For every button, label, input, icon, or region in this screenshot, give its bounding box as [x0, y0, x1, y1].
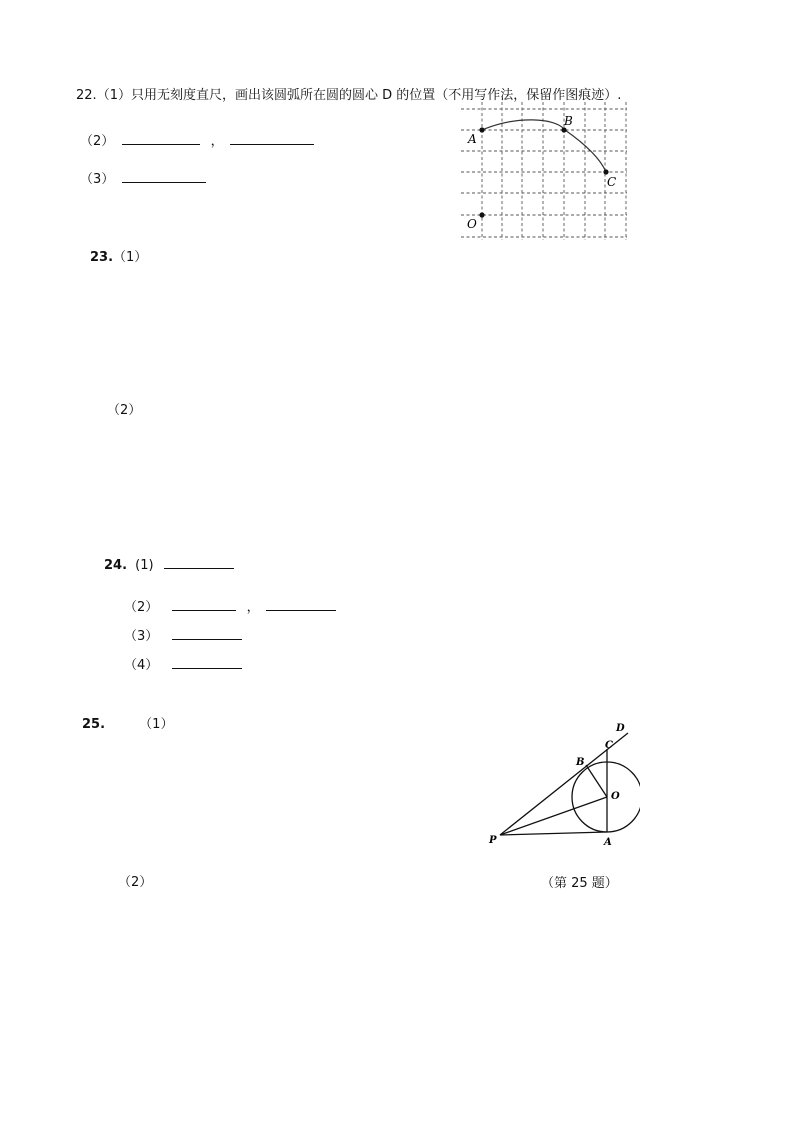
q25-label-b: B	[576, 757, 585, 768]
q22-part2-separator: ，	[210, 134, 224, 149]
q22-part1-label: （1）	[96, 88, 131, 103]
q25-number: 25.	[82, 717, 106, 732]
q22-number: 22.	[76, 88, 97, 103]
q22-part2-answer-blank-1[interactable]	[122, 131, 200, 145]
q23-part1	[90, 246, 147, 265]
q23-part1-label: （1）	[113, 250, 148, 265]
q24-part2-label: （2）	[124, 600, 159, 615]
q24-part4	[124, 654, 242, 673]
q22-label-c: C	[607, 175, 617, 189]
q25-figure-caption: （第 25 题）	[541, 876, 618, 891]
q24-part3-label: （3）	[124, 629, 159, 644]
q22-point-c	[603, 169, 608, 174]
q22-label-o: O	[467, 217, 477, 231]
q24-part3	[124, 625, 242, 644]
q22-arc	[482, 120, 606, 172]
q25-label-a: A	[604, 837, 612, 848]
q25-part2-label: （2）	[118, 875, 153, 890]
q25-line-pa	[500, 832, 607, 835]
q25-tangent-figure	[480, 715, 640, 855]
q22-grid-lines	[461, 102, 627, 240]
q24-number: 24.	[104, 558, 128, 573]
q22-point-a	[479, 127, 484, 132]
q24-part2-answer-blank-1[interactable]	[172, 597, 236, 611]
q24-part4-answer-blank[interactable]	[172, 655, 242, 669]
q25-label-o: O	[611, 791, 620, 802]
q22-part2	[80, 130, 314, 149]
q24-part2-separator: ，	[246, 600, 260, 615]
q24-part1	[104, 555, 234, 573]
q25-part1-label: （1）	[139, 717, 174, 732]
q22-point-o	[479, 212, 484, 217]
q22-part1-text: 只用无刻度直尺，画出该圆弧所在圆的圆心 D 的位置（不用写作法，保留作图痕迹）.	[130, 88, 622, 103]
q25-label-d: D	[616, 723, 625, 734]
q22-part2-answer-blank-2[interactable]	[230, 131, 314, 145]
q22-label-b: B	[564, 114, 573, 128]
q24-part3-answer-blank[interactable]	[172, 626, 242, 640]
q25-part2	[118, 871, 152, 890]
q25-line-ob	[586, 765, 607, 797]
q22-part2-label: （2）	[80, 134, 115, 149]
q24-part1-answer-blank[interactable]	[164, 555, 234, 569]
q22-point-b	[561, 127, 566, 132]
q25-label-p: P	[489, 835, 497, 846]
q24-part2-answer-blank-2[interactable]	[266, 597, 336, 611]
q22-part3-answer-blank[interactable]	[122, 169, 206, 183]
q25-label-c: C	[605, 740, 613, 751]
q23-number: 23.	[90, 250, 114, 265]
q22-grid-figure	[455, 100, 635, 245]
q24-part1-label: (1)	[135, 558, 154, 573]
q25-part1	[82, 713, 173, 732]
q23-part2	[107, 399, 141, 418]
q24-part2	[124, 596, 336, 615]
q23-part2-label: （2）	[107, 403, 142, 418]
q22-label-a: A	[468, 132, 477, 146]
q24-part4-label: （4）	[124, 658, 159, 673]
q22-part3	[80, 168, 206, 187]
q25-line-po	[500, 797, 607, 835]
q22-part3-label: （3）	[80, 172, 115, 187]
